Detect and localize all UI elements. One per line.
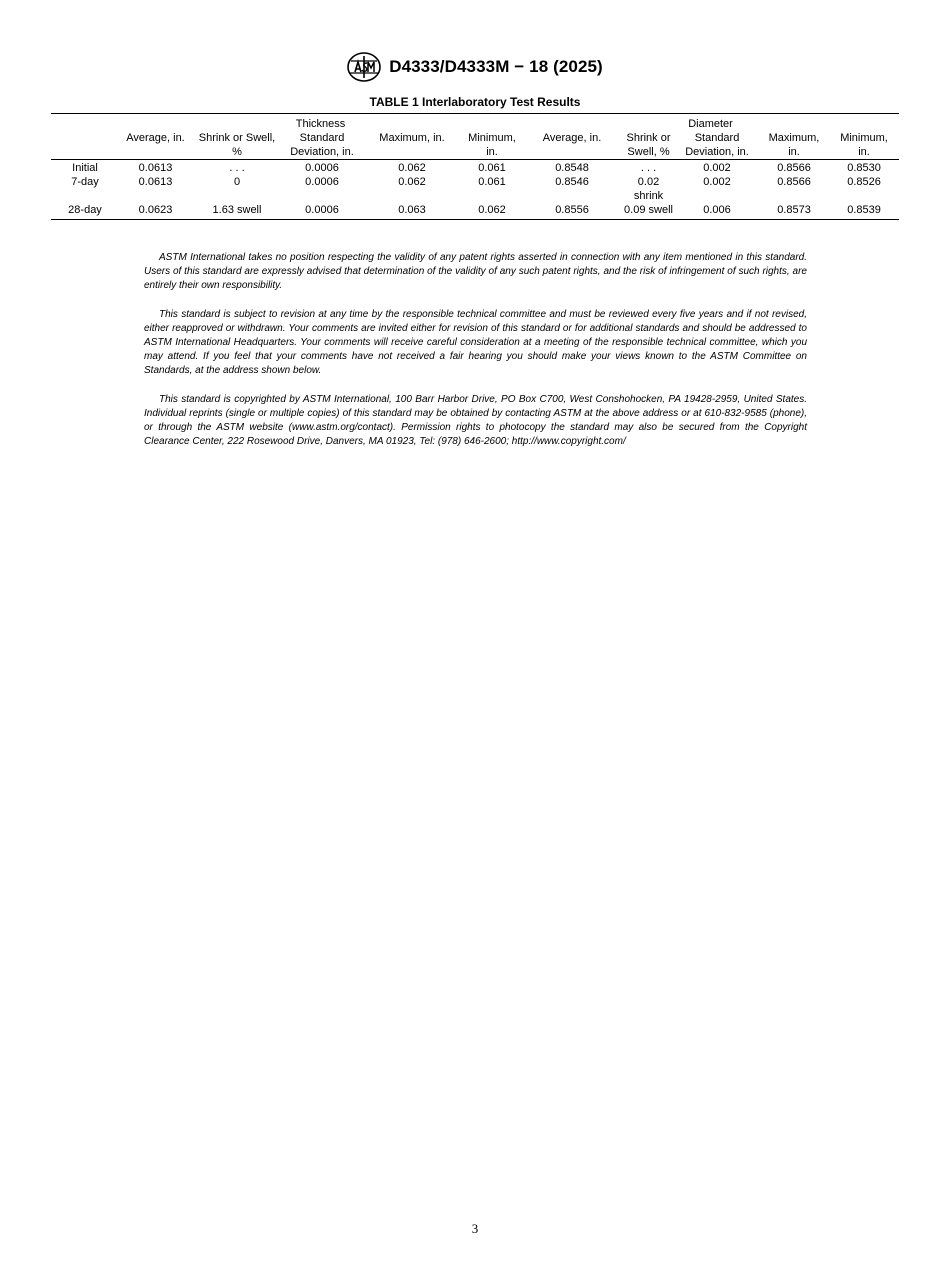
table-cell: 0.8566: [777, 176, 811, 188]
table-cell: 0.8539: [829, 203, 899, 220]
table-cell: 0.006: [675, 203, 759, 220]
column-header-line: in.: [788, 146, 800, 158]
row-label: Initial: [72, 162, 98, 174]
column-header: [192, 131, 282, 160]
legal-notes: [144, 251, 807, 464]
column-header-line: Maximum,: [768, 132, 820, 144]
column-header: [522, 131, 622, 160]
table-cell: 0.02 shrink: [633, 176, 664, 202]
table-cell: 0.8546: [555, 176, 589, 188]
column-header-line: Shrink or Swell,: [198, 132, 276, 144]
column-header: [759, 131, 829, 160]
column-header: [462, 131, 522, 160]
table-cell: 0.063: [362, 203, 462, 220]
table-title: TABLE 1 Interlaboratory Test Results: [369, 95, 581, 109]
table-cell: 0.002: [703, 162, 731, 174]
column-header: [622, 131, 675, 160]
page-number: 3: [471, 1221, 479, 1236]
table-cell: 0.062: [398, 176, 426, 188]
table-body: [51, 160, 899, 220]
table-cell: . . .: [640, 162, 657, 174]
diameter-group-header: Diameter: [522, 114, 899, 132]
column-header-line: Shrink or: [626, 132, 671, 144]
column-header-line: Deviation, in.: [685, 146, 749, 158]
row-label: 7-day: [71, 176, 99, 188]
table-cell: 0.8548: [555, 162, 589, 174]
column-header-line: Maximum, in.: [379, 132, 445, 144]
table-cell: 0.0006: [305, 162, 339, 174]
table-cell: 0.8526: [847, 176, 881, 188]
row-label: 28-day: [51, 203, 119, 220]
table-cell: 0: [233, 176, 241, 188]
column-header: [675, 131, 759, 160]
column-header-line: %: [232, 146, 242, 158]
column-header-line: Swell, %: [627, 146, 670, 158]
table-cell: 0.061: [478, 162, 506, 174]
column-header: [362, 131, 462, 160]
column-header: [119, 131, 192, 160]
column-header-line: Standard: [694, 132, 740, 144]
table-cell: . . .: [229, 162, 245, 174]
table-cell: 0.0006: [305, 176, 339, 188]
table-row: [51, 175, 899, 203]
table-cell: 0.0006: [282, 203, 362, 220]
legal-note-paragraph: ASTM International takes no position respecting the validity of any patent rights asserted in connection with any item mentioned in this standard. Users of this standard are expressly advised that determination of the validity of any such patent rights, and the risk of infringement of such rights, are entirely their own responsibility.: [144, 252, 807, 291]
table-row: [51, 160, 899, 176]
column-header-line: Deviation, in.: [290, 146, 354, 158]
table-cell: 0.8530: [847, 162, 881, 174]
table-cell: 1.63 swell: [192, 203, 282, 220]
column-header-row: [51, 131, 899, 160]
table-cell: 0.0623: [119, 203, 192, 220]
column-header: [282, 131, 362, 160]
legal-note-paragraph: This standard is copyrighted by ASTM International, 100 Barr Harbor Drive, PO Box C700, West Conshohocken, PA 19428-2959, United States. Individual reprints (single or multiple copies) of this standard may be obtained by contacting ASTM at the above address or at 610-832-9585 (phone), or through the ASTM website (www.astm.org/contact). Permission rights to photocopy the standard may also be secured from the Copyright Clearance Center, 222 Rosewood Drive, Danvers, MA 01923, Tel: (978) 646-2600; http://www.copyright.com/: [144, 394, 807, 447]
table-cell: 0.8566: [777, 162, 811, 174]
table-row: [51, 203, 899, 220]
group-header-row: [51, 114, 899, 132]
column-header-line: Standard: [299, 132, 345, 144]
table-cell: 0.002: [703, 176, 731, 188]
column-header: [829, 131, 899, 160]
table-cell: 0.8573: [759, 203, 829, 220]
column-header-line: Average, in.: [542, 132, 602, 144]
column-header-line: Average, in.: [126, 132, 185, 144]
astm-logo-icon: [347, 52, 381, 82]
table-cell: 0.062: [462, 203, 522, 220]
column-header-line: Minimum,: [840, 132, 888, 144]
table-cell: 0.8556: [522, 203, 622, 220]
page-header: [0, 52, 950, 82]
table-cell: 0.0613: [138, 176, 173, 188]
table-cell: 0.09 swell: [622, 203, 675, 220]
column-header-line: in.: [858, 146, 870, 158]
column-header-line: Minimum, in.: [468, 132, 516, 158]
legal-note-paragraph: This standard is subject to revision at any time by the responsible technical committee and must be reviewed every five years and if not revised, either reapproved or withdrawn. Your comments are invited either for revision of this standard or for additional standards and should be addressed to ASTM International Headquarters. Your comments will receive careful consideration at a meeting of the responsible technical committee, which you may attend. If you feel that your comments have not received a fair hearing you should make your views known to the ASTM Committee on Standards, at the address shown below.: [144, 309, 807, 376]
interlaboratory-results-table: [51, 113, 899, 220]
thickness-group-header: Thickness: [119, 114, 522, 132]
table-cell: 0.062: [398, 162, 426, 174]
table-cell: 0.061: [478, 176, 506, 188]
table-cell: 0.0613: [138, 162, 173, 174]
document-designation: D4333/D4333M − 18 (2025): [389, 57, 603, 76]
